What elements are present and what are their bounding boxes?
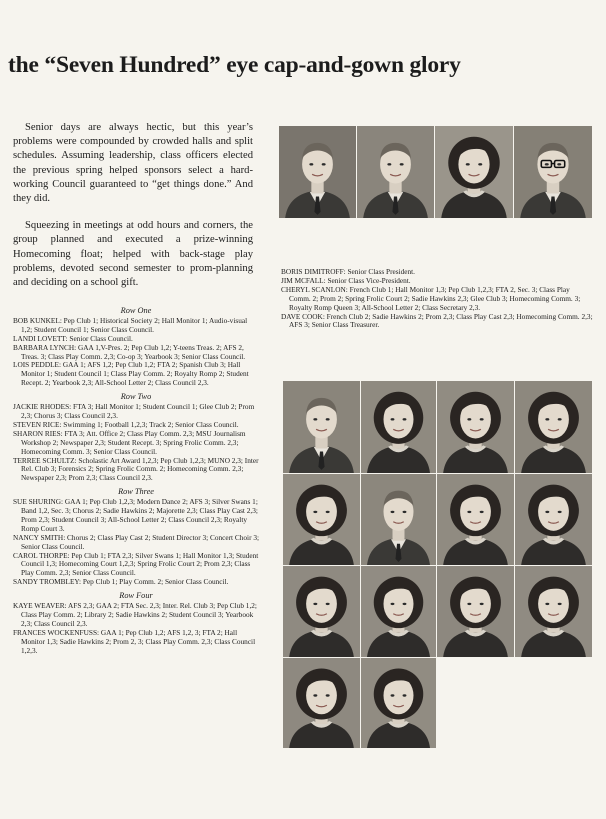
entry-activities: French Club 1; Hall Monitor 1,3; Pep Club 1,2,3; FTA 2, Sec. 3; Class Play Comm. 2; Prom 2; Spring Frolic Court 2; Sadie Hawkins 2,3; Glee Club 3; Homecoming Comm. 3; Royalty Romp Queen 3; All-School Letter 2; Class Secretary 2,3.: [289, 284, 581, 312]
council-portrait: [361, 474, 436, 565]
entry-activities: FTA 3; Att. Office 2; Class Play Comm. 2,3; MSU Journalism Workshop 2; Newspaper 2,3; Student Recept. 3; Spring Frolic Comm. 2,3; Homecoming Comm. 3; Senior Class Council.: [21, 428, 246, 456]
row-block-one: [13, 307, 259, 388]
row-title: Row Two: [120, 392, 152, 402]
intro-text: [13, 121, 253, 303]
portrait-image: [361, 474, 436, 565]
entry-name: TERREE SCHULTZ:: [13, 455, 77, 465]
portrait-image: [283, 566, 360, 657]
roster-entry: [13, 552, 259, 579]
entry-activities: GAA 1,V-Pres. 2; Pep Club 1,2; Y-teens Treas. 2; AFS 2, Treas. 3; Class Play Comm. 2,3; Co-op 3; Yearbook 3; Senior Class Council.: [21, 342, 246, 361]
page-headline: the “Seven Hundred” eye cap-and-gown glory: [8, 51, 461, 78]
entry-activities: GAA 1; Pep Club 1,2; AFS 1,2, 3; FTA 2; Hall Monitor 1,3; Sadie Hawkins 2; Prom 2, 3; Class Play Comm. 2,3; Class Council 1,2,3.: [21, 627, 256, 655]
entry-activities: Pep Club 1; Play Comm. 2; Senior Class Council.: [81, 577, 229, 587]
council-portrait: [515, 474, 592, 565]
officer-portrait: [279, 126, 356, 218]
entry-activities: Senior Class Vice-President.: [325, 275, 411, 285]
entry-name: DAVE COOK:: [281, 311, 325, 321]
council-portrait: [283, 658, 360, 748]
portrait-image: [283, 658, 360, 748]
council-portrait: [361, 658, 436, 748]
entry-name: LOIS PEDDLE:: [13, 360, 62, 370]
council-portrait: [515, 566, 592, 657]
entry-activities: Senior Class President.: [345, 267, 415, 276]
officer-portrait: [514, 126, 592, 218]
council-portrait: [437, 566, 514, 657]
entry-name: FRANCES WOCKENFUSS:: [13, 627, 100, 637]
roster-entry: [13, 498, 259, 534]
officer-entry: [281, 313, 593, 331]
portrait-image: [435, 126, 513, 218]
entry-activities: FTA 3; Hall Monitor 1; Student Council 1; Glee Club 2; Prom 2,3; Chorus 3; Class Council 2,3.: [21, 402, 255, 420]
entry-activities: Pep Club 1; FTA 2,3; Silver Swans 1; Hall Monitor 1,3; Student Council 1,3; Homecoming Court 1,2,3; Spring Frolic Court 2; Prom 2,3; Class Play Comm. 2,3; Senior Class Council.: [21, 550, 259, 578]
entry-activities: French Club 2; Sadie Hawkins 2; Prom 2,3; Class Play Cast 2,3; Homecoming Comm. 2,3; AFS 3; Senior Class Treasurer.: [289, 311, 593, 330]
roster-entry: [13, 602, 259, 629]
entry-name: CAROL THORPE:: [13, 550, 70, 560]
entry-activities: Scholastic Art Award 1,2,3; Pep Club 1,2,3; MUNO 2,3; Inter Rel. Club 3; Forensics 2; Spring Frolic Comm. 2; Homecoming Comm. 2,3; Newspaper 2,3; Prom 2,3; Class Council 2,3.: [21, 455, 259, 483]
entry-name: BORIS DIMITROFF:: [281, 267, 346, 276]
portrait-image: [361, 658, 436, 748]
entry-name: JACKIE RHODES:: [13, 402, 72, 412]
intro-paragraph: Squeezing in meetings at odd hours and corners, the group planned and executed a prize-winning Homecoming float; helped with back-stage play problems, devoted second semester to prom-planning and deciding on a school gift.: [13, 220, 253, 289]
entry-name: BOB KUNKEL:: [13, 315, 62, 325]
portrait-image: [279, 126, 356, 218]
roster-entry: [13, 578, 259, 587]
officer-portrait: [357, 126, 434, 218]
portrait-image: [514, 126, 592, 218]
portrait-image: [361, 381, 436, 473]
intro-paragraph: Senior days are always hectic, but this year’s problems were compounded by crowded halls and split schedules. Assuming leadership, class officers elected the previous spring helped sponsors select a hard-working Council guaranteed to “get things done.” And they did.: [13, 122, 253, 205]
officer-captions: [281, 268, 593, 330]
roster-entry: [13, 430, 259, 457]
portrait-image: [437, 474, 514, 565]
entry-name: SHARON RIES:: [13, 428, 63, 438]
roster-entry: [13, 457, 259, 484]
entry-activities: AFS 2,3; GAA 2; FTA Sec. 2,3; Inter. Rel. Club 3; Pep Club 1,2; Class Play Comm. 2; Library 2; Sadie Hawkins 2; Student Council 3; Yearbook 2,3; Class Council 2,3.: [21, 601, 257, 628]
roster-entry: [13, 534, 259, 552]
entry-activities: Pep Club 1; Historical Society 2; Hall Monitor 1; Audio-visual 1,2; Student Council 1; Senior Class Council.: [21, 315, 248, 334]
row-title: Row Four: [119, 591, 153, 601]
portrait-image: [515, 474, 592, 565]
roster-entry: [13, 317, 259, 335]
portrait-image: [515, 381, 592, 473]
roster-entry: [13, 361, 259, 388]
council-portrait: [361, 566, 436, 657]
row-block-four: [13, 592, 259, 655]
portrait-image: [437, 566, 514, 657]
entry-name: LANDI LOVETT:: [13, 333, 68, 343]
roster-entry: [13, 403, 259, 421]
officer-portrait: [435, 126, 513, 218]
council-portrait: [515, 381, 592, 473]
entry-name: CHERYL SCANLON:: [281, 284, 348, 294]
officer-entry: [281, 286, 593, 313]
entry-activities: GAA 1; Pep Club 1,2,3; Modern Dance 2; AFS 3; Silver Swans 1; Band 1,2, Sec. 3; Chorus 2; Sadie Hawkins 2; Majorette 2,3; Class Play Cast 2,3; Prom 2,3; Student Council 3; All-School Letter 2; Class Council 2,3; Royalty Romp Court 3.: [21, 497, 258, 533]
council-portrait: [283, 381, 360, 473]
row-title: Row One: [120, 306, 152, 315]
entry-name: STEVEN RICE:: [13, 419, 62, 429]
entry-name: SANDY TROMBLEY:: [13, 577, 82, 587]
roster-entry: [13, 629, 259, 656]
council-portrait: [283, 474, 360, 565]
council-portrait: [361, 381, 436, 473]
entry-activities: Chorus 2; Class Play Cast 2; Student Director 3; Concert Choir 3; Senior Class Council.: [21, 532, 259, 551]
entry-activities: GAA 1; AFS 1,2; Pep Club 1,2; FTA 2; Spanish Club 3; Hall Monitor 1; Student Council 1; Class Play Comm. 2; Royalty Romp 2; Student Recept. 2; Yearbook 2,3; All-School Letter 2; Class Council 2,3.: [21, 360, 249, 388]
row-block-two: [13, 393, 259, 483]
portrait-image: [283, 381, 360, 473]
portrait-image: [437, 381, 514, 473]
council-portrait: [437, 381, 514, 473]
portrait-image: [283, 474, 360, 565]
entry-activities: Senior Class Council.: [67, 333, 133, 343]
row-title: Row Three: [118, 487, 154, 497]
senior-council-roster: [13, 302, 259, 656]
portrait-image: [357, 126, 434, 218]
entry-name: KAYE WEAVER:: [13, 601, 67, 611]
portrait-image: [361, 566, 436, 657]
entry-name: NANCY SMITH:: [13, 532, 66, 542]
portrait-image: [515, 566, 592, 657]
entry-name: SUE SHURING:: [13, 497, 64, 507]
roster-entry: [13, 344, 259, 362]
entry-activities: Swimming 1; Football 1,2,3; Track 2; Senior Class Council.: [61, 419, 239, 429]
entry-name: BARBARA LYNCH:: [13, 342, 77, 352]
council-portrait: [283, 566, 360, 657]
council-portrait: [437, 474, 514, 565]
row-block-three: [13, 488, 259, 587]
entry-name: JIM MCFALL:: [281, 275, 326, 285]
